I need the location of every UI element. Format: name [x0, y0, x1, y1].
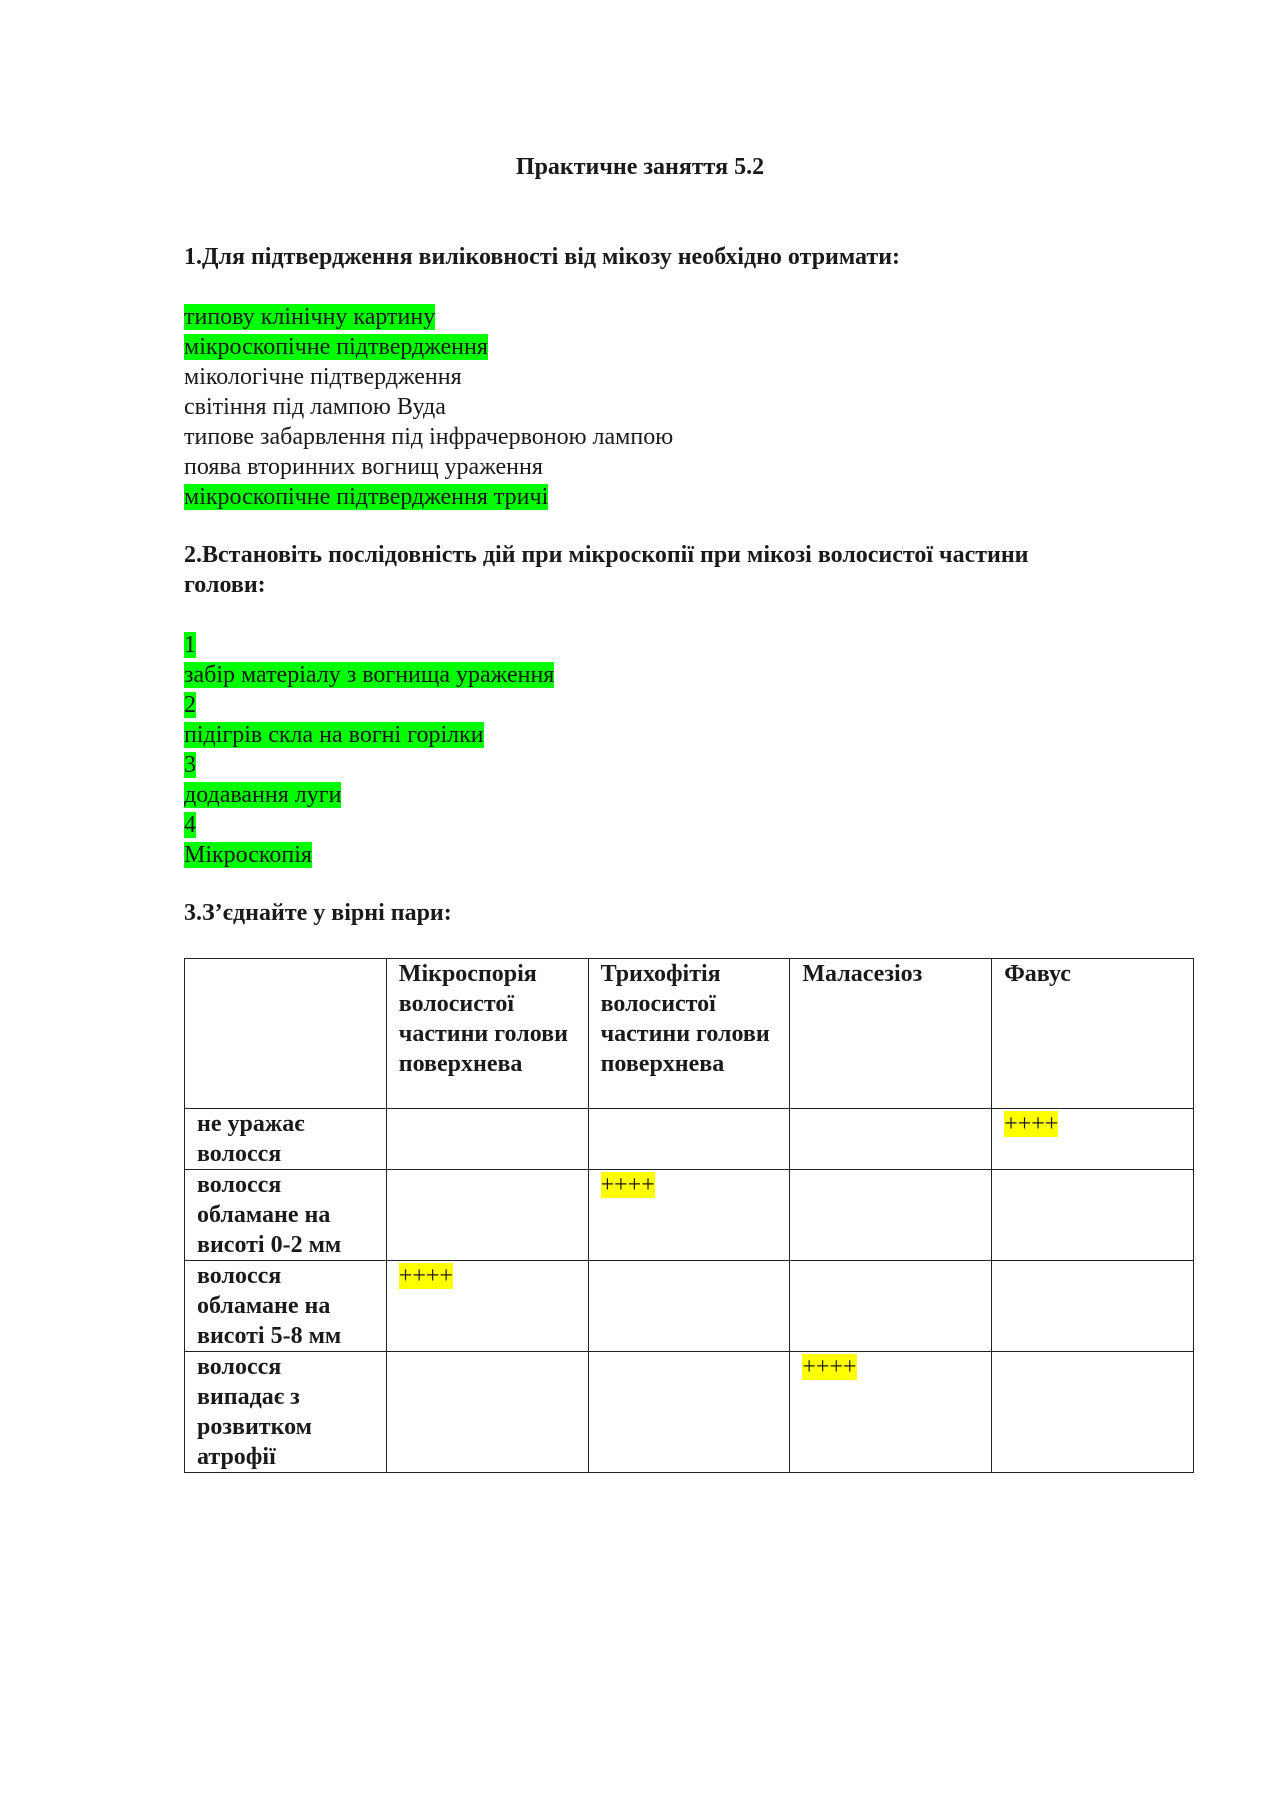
table-cell [386, 1261, 588, 1352]
table-row [185, 1352, 1194, 1473]
sequence-line [184, 780, 1104, 810]
table-cell [790, 1170, 992, 1261]
page-title: Практичне заняття 5.2 [515, 154, 765, 180]
sequence-line [184, 630, 1104, 660]
question-2: 2.Встановіть послідовність дій при мікроскопії при мікозі волосистої частини голови: [184, 542, 1029, 598]
cell-mark: ++++ [398, 1263, 453, 1289]
table-cell [588, 1109, 790, 1170]
sequence-step: забір матеріалу з вогнища ураження [184, 662, 555, 688]
sequence-number: 2 [184, 692, 196, 718]
table-cell [790, 1261, 992, 1352]
option-6-text: поява вторинних вогнищ ураження [184, 454, 543, 480]
question-3: 3.З’єднайте у вірні пари: [184, 900, 452, 926]
sequence-line [184, 720, 1104, 750]
sequence-number: 3 [184, 752, 196, 778]
header-cell: Трихофітія волосистої частини голови поверхнева [588, 959, 790, 1109]
matching-table [184, 958, 1194, 1473]
question-1-options [184, 302, 1104, 512]
table-cell [992, 1170, 1194, 1261]
sequence-line [184, 750, 1104, 780]
table-header-row [185, 959, 1194, 1109]
row-label: волосся обламане на висоті 0-2 мм [185, 1170, 387, 1261]
table-row [185, 1261, 1194, 1352]
sequence-step: підігрів скла на вогні горілки [184, 722, 484, 748]
option-3-text: мікологічне підтвердження [184, 364, 462, 390]
header-cell: Маласезіоз [790, 959, 992, 1109]
sequence-line [184, 660, 1104, 690]
sequence-step: додавання луги [184, 782, 342, 808]
cell-mark: ++++ [1004, 1111, 1059, 1137]
table-cell [992, 1109, 1194, 1170]
option-7 [184, 482, 1104, 512]
option-5-text: типове забарвлення під інфрачервоною лампою [184, 424, 674, 450]
row-label: волосся випадає з розвитком атрофії [185, 1352, 387, 1473]
sequence-line [184, 810, 1104, 840]
option-6 [184, 452, 1104, 482]
table-row [185, 1170, 1194, 1261]
header-cell-empty [185, 959, 387, 1109]
question-1: 1.Для підтвердження виліковності від мікозу необхідно отримати: [184, 244, 901, 270]
question-2-sequence [184, 630, 1104, 870]
option-1 [184, 302, 1104, 332]
table-cell [588, 1352, 790, 1473]
table-cell [386, 1352, 588, 1473]
cell-mark: ++++ [600, 1172, 655, 1198]
header-cell: Мікроспорія волосистої частини голови поверхнева [386, 959, 588, 1109]
option-4 [184, 392, 1104, 422]
sequence-number: 4 [184, 812, 196, 838]
table-cell [790, 1352, 992, 1473]
option-1-text: типову клінічну картину [184, 304, 436, 330]
row-label: волосся обламане на висоті 5-8 мм [185, 1261, 387, 1352]
table-cell [386, 1109, 588, 1170]
table-row [185, 1109, 1194, 1170]
option-2 [184, 332, 1104, 362]
option-7-text: мікроскопічне підтвердження тричі [184, 484, 549, 510]
table-cell [992, 1352, 1194, 1473]
table-cell [992, 1261, 1194, 1352]
cell-mark: ++++ [802, 1354, 857, 1380]
row-label: не уражає волосся [185, 1109, 387, 1170]
sequence-line [184, 690, 1104, 720]
sequence-number: 1 [184, 632, 196, 658]
header-cell: Фавус [992, 959, 1194, 1109]
option-5 [184, 422, 1104, 452]
option-3 [184, 362, 1104, 392]
table-cell [588, 1261, 790, 1352]
sequence-step: Мікроскопія [184, 842, 312, 868]
table-cell [588, 1170, 790, 1261]
option-2-text: мікроскопічне підтвердження [184, 334, 488, 360]
sequence-line [184, 840, 1104, 870]
table-cell [386, 1170, 588, 1261]
option-4-text: світіння під лампою Вуда [184, 394, 446, 420]
table-cell [790, 1109, 992, 1170]
